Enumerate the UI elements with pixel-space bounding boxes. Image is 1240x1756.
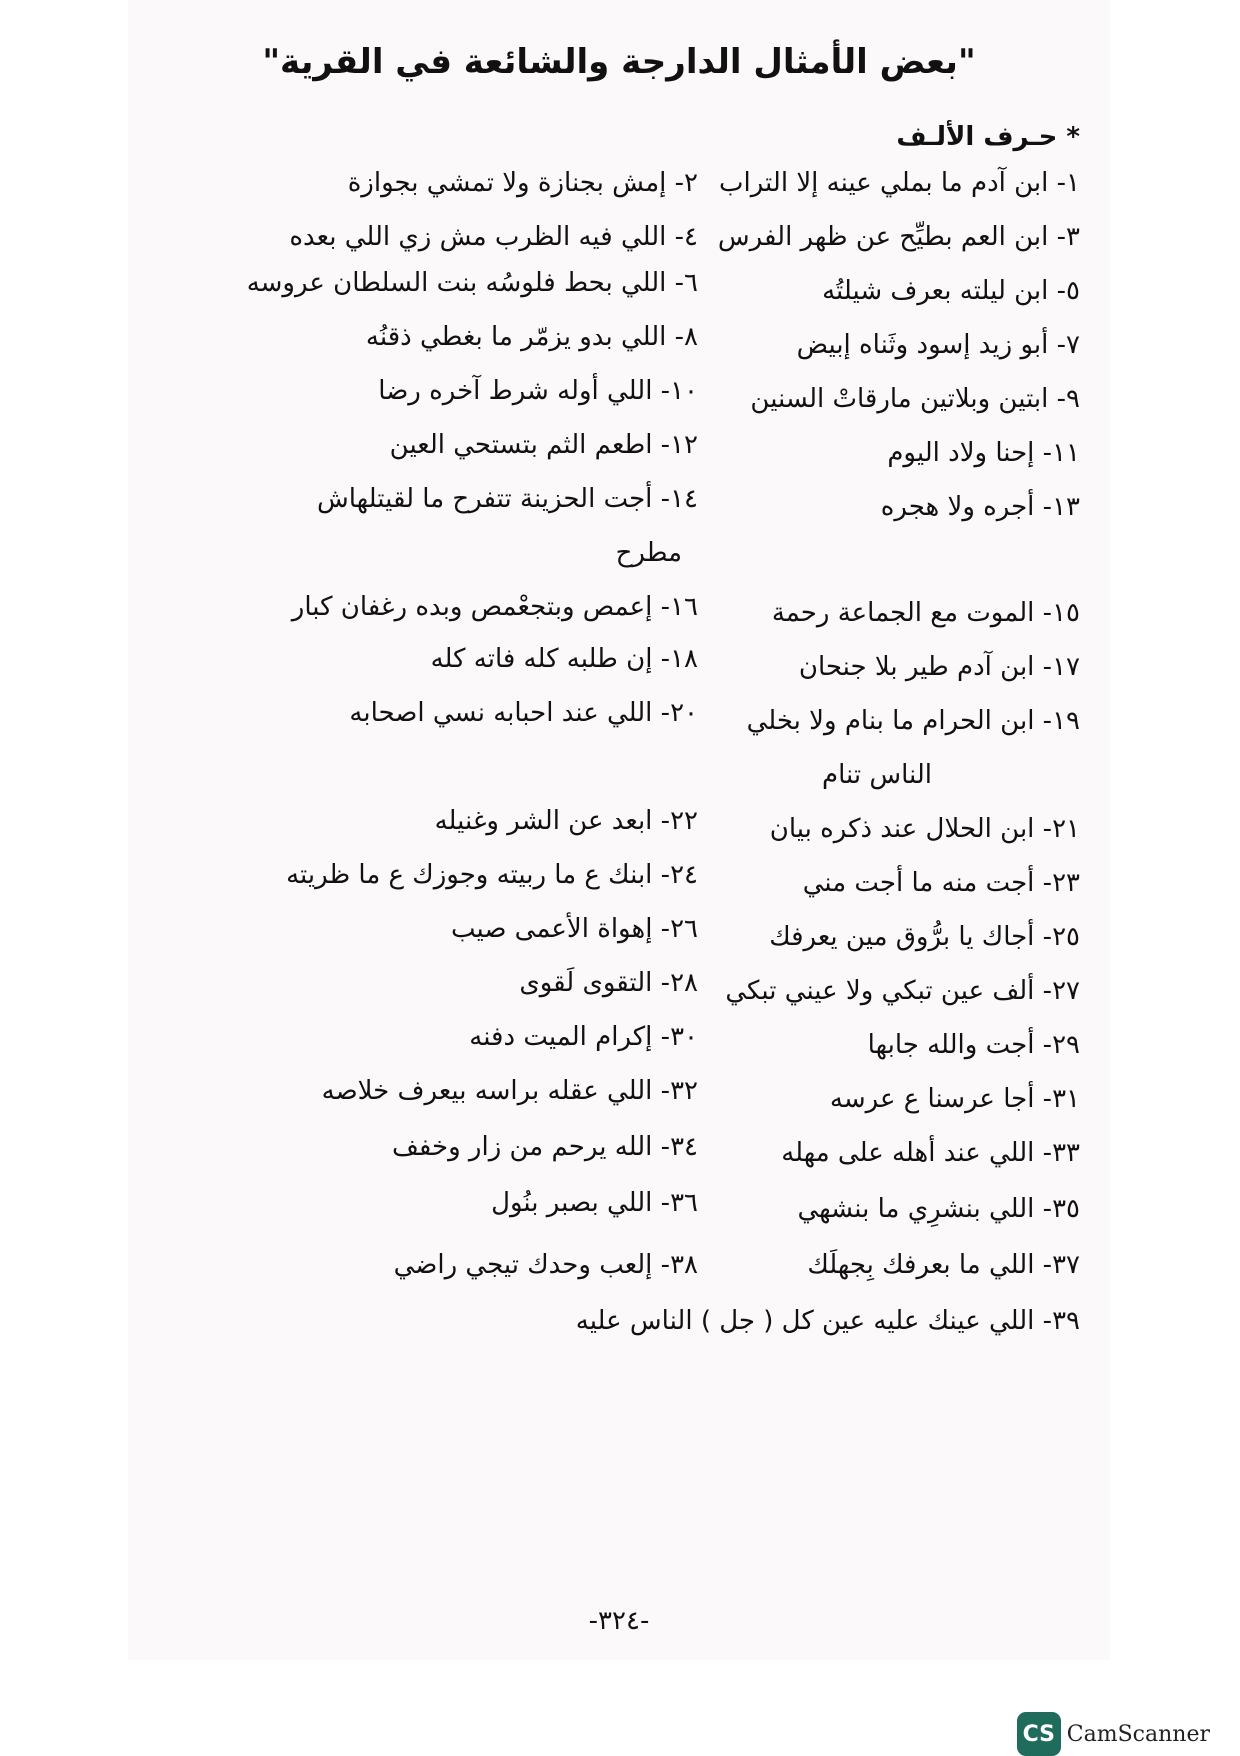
proverb-19: ١٩- ابن الحرام ما بنام ولا بخلي	[746, 706, 1080, 736]
proverb-6: ٦- اللي بحط فلوسُه بنت السلطان عروسه	[246, 268, 698, 298]
proverb-16: ١٦- إعمص وبتجعْمص وبده رغفان كبار	[291, 592, 698, 622]
proverb-24: ٢٤- ابنك ع ما ربيته وجوزك ع ما ظريته	[286, 860, 698, 890]
proverb-12: ١٢- اطعم الثم بتستحي العين	[389, 430, 698, 460]
page-title: "بعض الأمثال الدارجة والشائعة في القرية"	[262, 42, 976, 82]
proverb-30: ٣٠- إكرام الميت دفنه	[469, 1022, 698, 1052]
proverb-14-continuation: مطرح	[615, 538, 682, 568]
proverb-27: ٢٧- ألف عين تبكي ولا عيني تبكي	[725, 976, 1080, 1006]
document-page	[128, 0, 1110, 1660]
proverb-18: ١٨- إن طلبه كله فاته كله	[430, 644, 698, 674]
proverb-25: ٢٥- أجاك يا برُّوق مين يعرفك	[769, 922, 1080, 952]
proverb-31: ٣١- أجا عرسنا ع عرسه	[829, 1084, 1080, 1114]
proverb-23: ٢٣- أجت منه ما أجت مني	[802, 868, 1080, 898]
proverb-7: ٧- أبو زيد إسود وثَناه إبيض	[796, 330, 1080, 360]
proverb-2: ٢- إمش بجنازة ولا تمشي بجوازة	[347, 168, 698, 198]
proverb-1: ١- ابن آدم ما بملي عينه إلا التراب	[719, 168, 1080, 198]
proverb-19-continuation: الناس تنام	[821, 760, 932, 790]
proverb-38: ٣٨- إلعب وحدك تيجي راضي	[393, 1250, 698, 1280]
section-heading: * حـرف الألـف	[896, 122, 1080, 152]
proverb-33: ٣٣- اللي عند أهله على مهله	[781, 1138, 1080, 1168]
proverb-3: ٣- ابن العم بطيِّح عن ظهر الفرس	[717, 222, 1080, 252]
proverb-26: ٢٦- إهواة الأعمى صيب	[450, 914, 698, 944]
camscanner-watermark	[1017, 1712, 1210, 1756]
camscanner-label: CamScanner	[1066, 1721, 1210, 1747]
proverb-39: ٣٩- اللي عينك عليه عين كل ( جل ) الناس عليه	[575, 1306, 1080, 1336]
proverb-17: ١٧- ابن آدم طير بلا جنحان	[798, 652, 1080, 682]
proverb-34: ٣٤- الله يرحم من زار وخفف	[391, 1132, 698, 1162]
proverb-10: ١٠- اللي أوله شرط آخره رضا	[378, 376, 698, 406]
proverb-36: ٣٦- اللي بصبر بنُول	[491, 1188, 698, 1218]
proverb-37: ٣٧- اللي ما بعرفك بِجهلَك	[807, 1250, 1080, 1280]
proverb-29: ٢٩- أجت والله جابها	[867, 1030, 1080, 1060]
proverb-4: ٤- اللي فيه الظرب مش زي اللي بعده	[289, 222, 698, 252]
proverb-15: ١٥- الموت مع الجماعة رحمة	[771, 598, 1080, 628]
proverb-9: ٩- ابتين وبلاتين مارقاتْ السنين	[750, 384, 1080, 414]
proverb-14: ١٤- أجت الحزينة تتفرح ما لقيتلهاش	[317, 484, 698, 514]
proverb-11: ١١- إحنا ولاد اليوم	[887, 438, 1080, 468]
camscanner-logo-icon: CS	[1017, 1712, 1061, 1756]
proverb-22: ٢٢- ابعد عن الشر وغنيله	[434, 806, 698, 836]
proverb-5: ٥- ابن ليلته بعرف شيلتُه	[822, 276, 1080, 306]
proverb-20: ٢٠- اللي عند احبابه نسي اصحابه	[349, 698, 698, 728]
proverb-13: ١٣- أجره ولا هجره	[880, 492, 1080, 522]
proverb-8: ٨- اللي بدو يزمّر ما بغطي ذقنُه	[365, 322, 698, 352]
proverb-32: ٣٢- اللي عقله براسه بيعرف خلاصه	[321, 1076, 698, 1106]
proverb-21: ٢١- ابن الحلال عند ذكره بيان	[769, 814, 1080, 844]
proverb-28: ٢٨- التقوى لَقوى	[519, 968, 698, 998]
page-number: -٣٢٤-	[588, 1606, 650, 1636]
proverb-35: ٣٥- اللي بنشرِي ما بنشهي	[797, 1194, 1080, 1224]
